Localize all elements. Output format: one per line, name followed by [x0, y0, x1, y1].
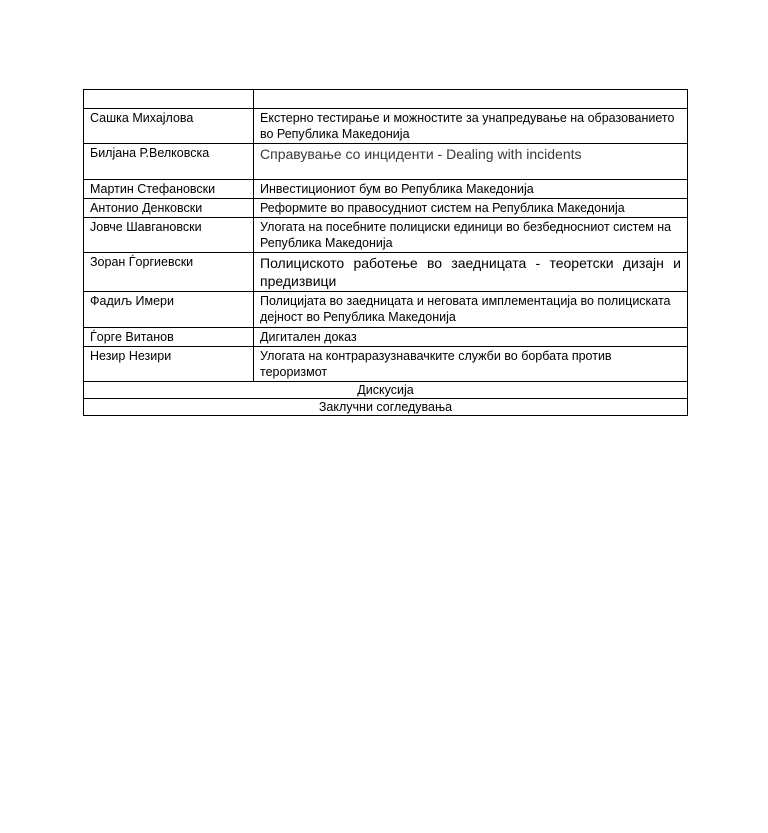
presentation-topic: Реформите во правосудниот систем на Република Македонија — [254, 199, 688, 218]
presenter-name: Антонио Денковски — [84, 199, 254, 218]
table-row — [84, 199, 688, 218]
discussion-label: Дискусија — [84, 382, 688, 399]
blank-cell — [254, 90, 688, 109]
table-row — [84, 218, 688, 253]
presenter-name: Фадиљ Имери — [84, 292, 254, 328]
header-blank-row — [84, 90, 688, 109]
presentation-topic: Улогата на посебните полициски единици во безбедносниот систем на Република Македонија — [254, 218, 688, 253]
presenter-name: Јовче Шавгановски — [84, 218, 254, 253]
presentation-schedule-table — [83, 89, 688, 416]
table-row — [84, 180, 688, 199]
presentation-topic: Дигитален доказ — [254, 328, 688, 347]
table-row — [84, 347, 688, 382]
conclusions-row — [84, 399, 688, 416]
presenter-name: Мартин Стефановски — [84, 180, 254, 199]
presentation-topic: Екстерно тестирање и можностите за унапредување на образованието во Република Македонија — [254, 109, 688, 144]
presenter-name: Сашка Михајлова — [84, 109, 254, 144]
table-row — [84, 253, 688, 292]
table-row — [84, 109, 688, 144]
presentation-topic: Улогата на контраразузнавачките служби во борбата против тероризмот — [254, 347, 688, 382]
discussion-row — [84, 382, 688, 399]
presenter-name: Ѓорге Витанов — [84, 328, 254, 347]
conclusions-label: Заклучни согледувања — [84, 399, 688, 416]
table-row — [84, 328, 688, 347]
presentation-topic: Полициското работење во заедницата - теоретски дизајн и предизвици — [254, 253, 688, 292]
presenter-name: Билјана Р.Велковска — [84, 144, 254, 180]
presentation-topic: Инвестициониот бум во Република Македонија — [254, 180, 688, 199]
presentation-topic: Справување со инциденти - Dealing with incidents — [254, 144, 688, 180]
presentation-topic: Полицијата во заедницата и неговата имплементација во полициската дејност во Република Македонија — [254, 292, 688, 328]
table-row — [84, 144, 688, 180]
table-row — [84, 292, 688, 328]
blank-cell — [84, 90, 254, 109]
presenter-name: Незир Незири — [84, 347, 254, 382]
presenter-name: Зоран Ѓоргиевски — [84, 253, 254, 292]
